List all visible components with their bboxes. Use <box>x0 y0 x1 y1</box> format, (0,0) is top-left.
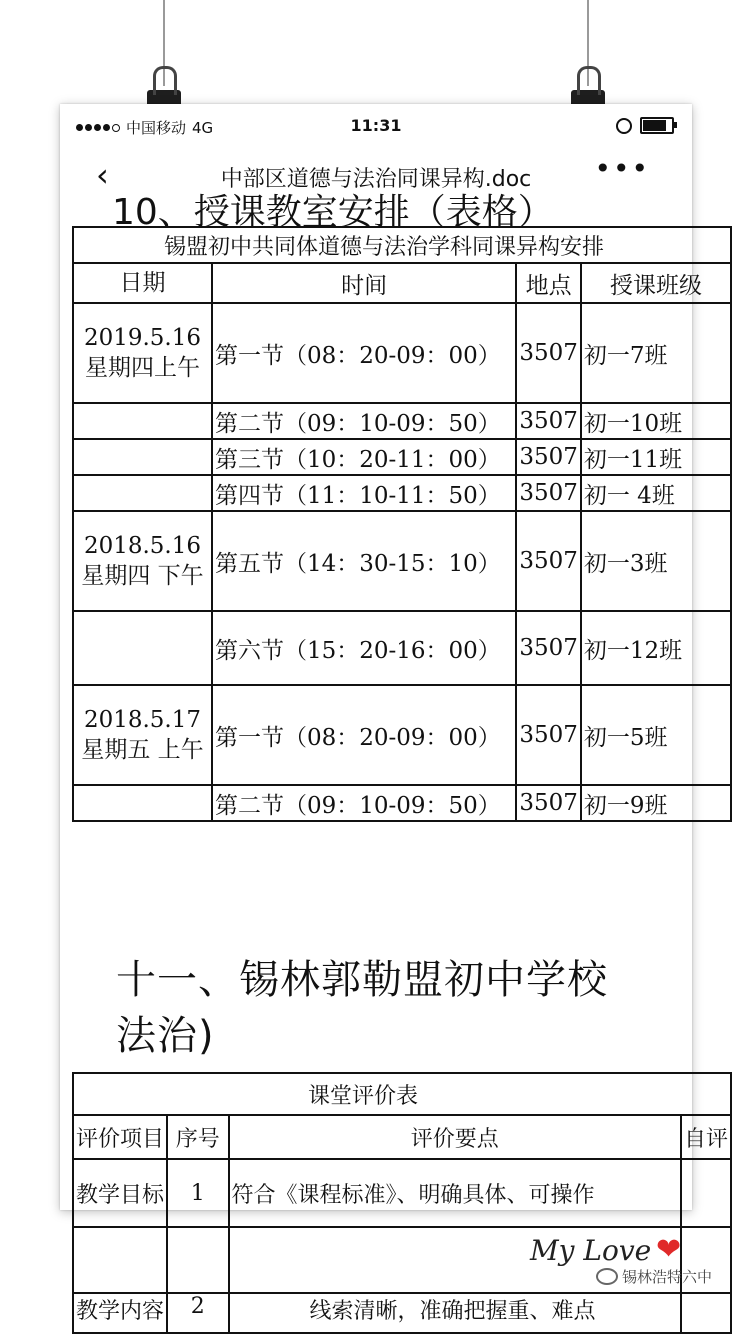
time-cell: 第二节（09：10-09：50） <box>212 785 516 821</box>
room-cell: 3507 <box>516 511 581 611</box>
room-cell: 3507 <box>516 785 581 821</box>
evaluation-caption: 课堂评价表 <box>73 1073 731 1115</box>
back-chevron-icon[interactable]: ‹ <box>96 156 109 194</box>
status-time: 11:31 <box>350 116 402 135</box>
account-label <box>596 1266 712 1287</box>
wechat-icon <box>596 1268 618 1285</box>
heart-icon: ❤ <box>656 1232 682 1267</box>
class-cell: 初一12班 <box>581 611 731 685</box>
room-cell: 3507 <box>516 403 581 439</box>
item-cell: 教学内容 <box>73 1293 167 1333</box>
table-row <box>73 785 731 821</box>
table-row <box>73 303 731 403</box>
item-cell <box>73 1227 167 1293</box>
header-item: 评价项目 <box>73 1115 167 1159</box>
time-cell: 第一节（08：20-09：00） <box>212 303 516 403</box>
room-cell: 3507 <box>516 439 581 475</box>
class-cell: 初一7班 <box>581 303 731 403</box>
table-row <box>73 1159 731 1227</box>
class-cell: 初一3班 <box>581 511 731 611</box>
date-cell <box>73 785 212 821</box>
class-cell: 初一9班 <box>581 785 731 821</box>
class-cell: 初一10班 <box>581 403 731 439</box>
carrier-name: 中国移动 <box>126 119 187 137</box>
header-no: 序号 <box>167 1115 229 1159</box>
network-type: 4G <box>192 118 214 137</box>
account-name: 锡林浩特六中 <box>622 1268 713 1286</box>
date-cell <box>73 475 212 511</box>
schedule-caption: 锡盟初中共同体道德与法治学科同课异构安排 <box>73 227 731 263</box>
table-row <box>73 511 731 611</box>
class-cell: 初一5班 <box>581 685 731 785</box>
status-right <box>616 117 674 134</box>
header-class: 授课班级 <box>581 263 731 303</box>
room-cell: 3507 <box>516 475 581 511</box>
schedule-header-row <box>73 263 731 303</box>
status-bar <box>60 104 692 146</box>
signature-text: My Love <box>530 1234 652 1267</box>
no-cell: 1 <box>167 1159 229 1227</box>
cut-off-section-heading: 10、授课教室安排（表格） <box>112 192 554 233</box>
no-cell: 2 <box>167 1293 229 1333</box>
more-dots-icon[interactable]: ••• <box>594 152 650 185</box>
table-row <box>73 439 731 475</box>
footer-watermark <box>524 1232 752 1292</box>
time-cell: 第一节（08：20-09：00） <box>212 685 516 785</box>
time-cell: 第三节（10：20-11：00） <box>212 439 516 475</box>
class-cell: 初一 4班 <box>581 475 731 511</box>
time-cell: 第四节（11：10-11：50） <box>212 475 516 511</box>
time-cell: 第五节（14：30-15：10） <box>212 511 516 611</box>
table-row <box>73 403 731 439</box>
room-cell: 3507 <box>516 303 581 403</box>
point-cell: 线索清晰，准确把握重、难点 <box>229 1293 681 1333</box>
table-row <box>73 475 731 511</box>
date-cell: 2018.5.16星期四 下午 <box>73 511 212 611</box>
class-cell: 初一11班 <box>581 439 731 475</box>
room-cell: 3507 <box>516 611 581 685</box>
evaluation-header-row <box>73 1115 731 1159</box>
date-cell <box>73 439 212 475</box>
section-heading-line1: 十一、锡林郭勒盟初中学校 <box>116 957 608 1003</box>
schedule-table <box>72 226 732 822</box>
no-cell <box>167 1227 229 1293</box>
table-row <box>73 1293 731 1333</box>
document-title: 中部区道德与法治同课异构.doc <box>220 167 532 192</box>
score-cell <box>681 1159 731 1227</box>
item-cell: 教学目标 <box>73 1159 167 1227</box>
header-room: 地点 <box>516 263 581 303</box>
time-cell: 第六节（15：20-16：00） <box>212 611 516 685</box>
time-cell: 第二节（09：10-09：50） <box>212 403 516 439</box>
point-cell: 符合《课程标准》、明确具体、可操作 <box>229 1159 681 1227</box>
header-score: 自评 <box>681 1115 731 1159</box>
date-cell <box>73 403 212 439</box>
table-row <box>73 685 731 785</box>
score-cell <box>681 1293 731 1333</box>
header-date: 日期 <box>73 263 212 303</box>
section-heading-line2: 法治) <box>116 1013 215 1059</box>
evaluation-table <box>72 1072 732 1334</box>
section-heading <box>116 952 736 1064</box>
rotation-lock-icon <box>616 118 632 134</box>
header-point: 评价要点 <box>229 1115 681 1159</box>
table-row <box>73 611 731 685</box>
date-cell: 2018.5.17星期五 上午 <box>73 685 212 785</box>
date-cell <box>73 611 212 685</box>
room-cell: 3507 <box>516 685 581 785</box>
date-cell: 2019.5.16 星期四上午 <box>73 303 212 403</box>
header-time: 时间 <box>212 263 516 303</box>
battery-icon <box>640 117 674 134</box>
